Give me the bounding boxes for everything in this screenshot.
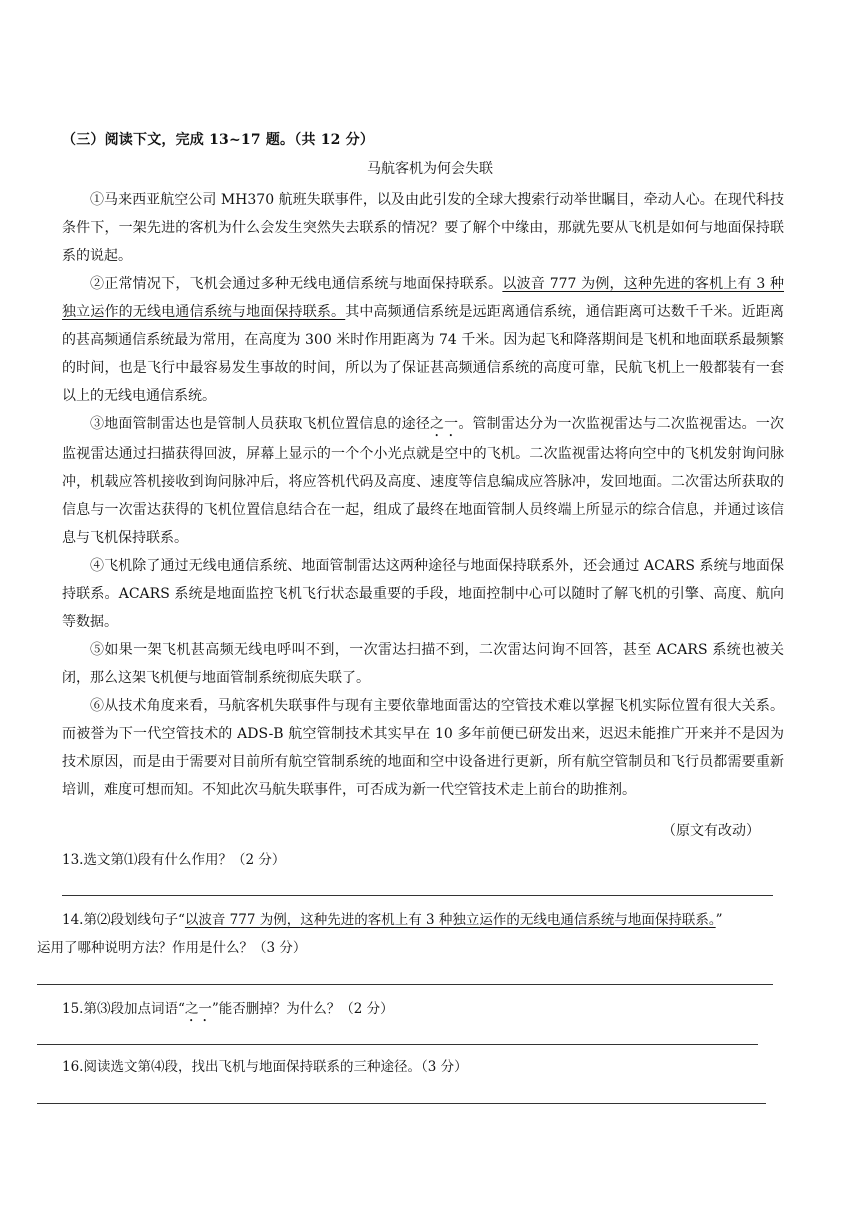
source-note: （原文有改动） [662,823,760,839]
answer-line-15[interactable] [37,1044,758,1045]
paragraph-2 [62,270,784,410]
paragraph-3-text-a: ③地面管制雷达也是管制人员获取飞机位置信息的途径 [90,416,430,432]
question-15 [62,996,782,1025]
underlined-sentence: 以波音 777 为例，这种先进的客机上有 3 种独立运作的无线电通信系统与地面保持联系。 [62,276,785,320]
question-14-underlined: 以波音 777 为例，这种先进的客机上有 3 种独立运作的无线电通信系统与地面保持联系。 [184,912,716,928]
question-16: 16.阅读选文第⑷段，找出飞机与地面保持联系的三种途径。（3 分） [62,1059,468,1075]
paragraph-3-text-b: 。管制雷达分为一次监视雷达与二次监视雷达。一次监视雷达通过扫描获得回波，屏幕上显示的一个个小光点就是空中的飞机。二次监视雷达将向空中的飞机发射询问脉冲，机载应答机接收到询问脉冲后，将应答机代码及高度、速度等信息编成应答脉冲，发回地面。二次雷达所获取的信息与一次雷达获得的飞机位置信息结合在一起，组成了最终在地面管制人员终端上所显示的综合信息，并通过该信息与飞机保持联系。 [62,416,785,546]
dotted-word: 之一 [430,416,459,432]
paragraph-5: ⑤如果一架飞机甚高频无线电呼叫不到，一次雷达扫描不到，二次雷达问询不回答，甚至 ACARS 系统也被关闭，那么这架飞机便与地面管制系统彻底失联了。 [62,642,784,686]
paragraph-1: ①马来西亚航空公司 MH370 航班失联事件，以及由此引发的全球大搜索行动举世瞩目，牵动人心。在现代科技条件下，一架先进的客机为什么会发生突然失去联系的情况？要了解个中缘由，那就先要从飞机是如何与地面保持联系的说起。 [62,192,784,264]
question-15-suffix: ”能否删掉？为什么？（2 分） [211,1001,394,1017]
question-14-suffix: ” [715,912,723,928]
question-14-line-2: 运用了哪种说明方法？作用是什么？（3 分） [37,940,307,956]
answer-line-16[interactable] [37,1103,766,1104]
answer-line-13[interactable] [62,895,773,896]
paragraph-6: ⑥从技术角度来看，马航客机失联事件与现有主要依靠地面雷达的空管技术难以掌握飞机实际位置有很大关系。而被誉为下一代空管技术的 ADS-B 航空管制技术其实早在 10 多年前便已研发出来，迟迟未能推广开来并不是因为技术原因，而是由于需要对目前所有航空管制系统的地面和空中设备进行更新，所有航空管制员和飞行员都需要重新培训，难度可想而知。不知此次马航失联事件，可否成为新一代空管技术走上前台的助推剂。 [62,698,784,798]
question-14 [62,907,782,933]
section-header: （三）阅读下文，完成 13~17 题。（共 12 分） [62,132,375,148]
article-body [62,186,784,804]
question-13: 13.选文第⑴段有什么作用？（2 分） [62,852,286,868]
paragraph-2-text-a: ②正常情况下，飞机会通过多种无线电通信系统与地面保持联系。 [90,276,503,292]
question-15-prefix: 15.第⑶段加点词语“ [62,1001,185,1017]
question-15-dotted-word: 之一 [184,1001,212,1017]
paragraph-3 [62,410,784,552]
question-14-prefix: 14.第⑵段划线句子“ [62,912,185,928]
answer-line-14[interactable] [37,984,773,985]
paragraph-4: ④飞机除了通过无线电通信系统、地面管制雷达这两种途径与地面保持联系外，还会通过 ACARS 系统与地面保持联系。ACARS 系统是地面监控飞机飞行状态最重要的手段，地面控制中心可以随时了解飞机的引擎、高度、航向等数据。 [62,558,784,630]
article-title: 马航客机为何会失联 [367,161,493,177]
paragraph-2-text-b: 其中高频通信系统是远距离通信系统，通信距离可达数千千米。近距离的甚高频通信系统最为常用，在高度为 300 米时作用距离为 74 千米。因为起飞和降落期间是飞机和地面联系最频繁的时间，也是飞行中最容易发生事故的时间，所以为了保证甚高频通信系统的高度可靠，民航飞机上一般都装有一套以上的无线电通信系统。 [62,304,785,404]
